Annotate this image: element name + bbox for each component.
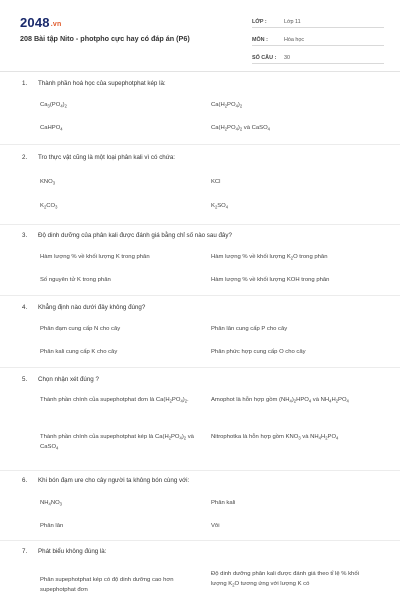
document-meta (252, 14, 384, 68)
option-d[interactable]: Nitrophotka là hỗn hợp gồm $KNO_3$ và $NH_4H_2PO_4$ (211, 434, 339, 441)
option-b[interactable]: $Ca(H_2PO_4)_2$ (211, 102, 243, 109)
option-c[interactable]: $K_2CO_3$ (40, 203, 58, 210)
question-text: 1. Thành phần hoá học của supephotphat kép là: (22, 80, 166, 87)
document-title: 208 Bài tập Nito - photpho cực hay có đáp án (P6) (20, 34, 190, 43)
option-a[interactable]: Phân supephotphat kép có độ dinh dưỡng cao hơn supephotphat đơn (40, 577, 174, 593)
option-a[interactable]: $KNO_3$ (40, 179, 56, 186)
site-logo[interactable] (20, 15, 61, 30)
option-d[interactable]: $K_2SO_4$ (211, 203, 229, 210)
option-d[interactable]: $Ca(H_2PO_4)_2$ và CaSO$_4$ (211, 125, 270, 132)
question-divider (0, 540, 400, 541)
question-text: 5. Chọn nhận xét đúng ? (22, 376, 99, 383)
meta-value: 30 (284, 55, 290, 61)
option-b[interactable]: Hàm lượng % về khối lượng $K_2O$ trong phân (211, 254, 328, 261)
question-text: 7. Phát biểu không đúng là: (22, 548, 107, 555)
option-b[interactable]: Phân lân cung cấp P cho cây (211, 326, 288, 332)
option-d[interactable]: Vôi (211, 523, 220, 529)
header-divider (0, 71, 400, 72)
option-b[interactable]: KCl (211, 179, 221, 185)
question-divider (0, 224, 400, 225)
question-text: 3. Độ dinh dưỡng của phân kali được đánh giá bằng chỉ số nào sau đây? (22, 232, 232, 239)
question-divider (0, 144, 400, 145)
meta-label: LỚP : (252, 19, 267, 25)
option-c[interactable]: Phân kali cung cấp K cho cây (40, 349, 118, 355)
option-b[interactable]: Amophot là hỗn hợp gồm $(NH_4)_2HPO_4$ và $NH_4H_2PO_4$ (211, 397, 349, 404)
meta-row-subject (252, 32, 384, 46)
option-c[interactable]: Thành phần chính của supephotphat kép là $Ca(H_2PO_4)_2$ và CaSO$_4$ (40, 434, 194, 450)
question-text: 4. Khẳng định nào dưới đây không đúng? (22, 304, 146, 311)
option-d[interactable]: Phân phức hợp cung cấp O cho cây (211, 349, 306, 355)
document-header (0, 0, 400, 70)
option-c[interactable]: Số nguyên tử K trong phân (40, 277, 111, 283)
logo-number: 2048 (20, 15, 50, 30)
meta-row-question-count (252, 50, 384, 64)
option-a[interactable]: Phân đạm cung cấp N cho cây (40, 326, 121, 332)
option-a[interactable]: Hàm lượng % về khối lượng K trong phân (40, 254, 150, 260)
meta-value: Hóa học (284, 37, 305, 43)
question-divider (0, 470, 400, 471)
option-a[interactable]: $Ca_3(PO_4)_2$ (40, 102, 67, 109)
logo-suffix: .vn (50, 21, 62, 28)
option-a[interactable]: $NH_4NO_3$ (40, 500, 62, 507)
question-divider (0, 295, 400, 296)
option-d[interactable]: Hàm lượng % về khối lượng KOH trong phân (211, 277, 330, 283)
option-a[interactable]: Thành phần chính của supephotphat đơn là $Ca(H_2PO_4)_2$. (40, 397, 189, 404)
option-c[interactable]: CaHPO$_4$ (40, 125, 63, 132)
question-text: 6. Khi bón đạm ure cho cây người ta không bón cùng với: (22, 477, 190, 484)
question-text: 2. Tro thực vật cũng là một loại phân kali vì có chứa: (22, 154, 176, 161)
option-b[interactable]: Độ dinh dưỡng phân kali được đánh giá theo tỉ lệ % khối lượng $K_2O$ tương ứng với lượng K có (211, 571, 359, 587)
option-c[interactable]: Phân lân (40, 523, 64, 529)
option-b[interactable]: Phân kali (211, 500, 236, 506)
question-divider (0, 367, 400, 368)
meta-value: Lớp 11 (284, 19, 301, 25)
meta-label: MÔN : (252, 37, 268, 43)
meta-label: SỐ CÂU : (252, 55, 277, 61)
meta-row-class (252, 14, 384, 28)
